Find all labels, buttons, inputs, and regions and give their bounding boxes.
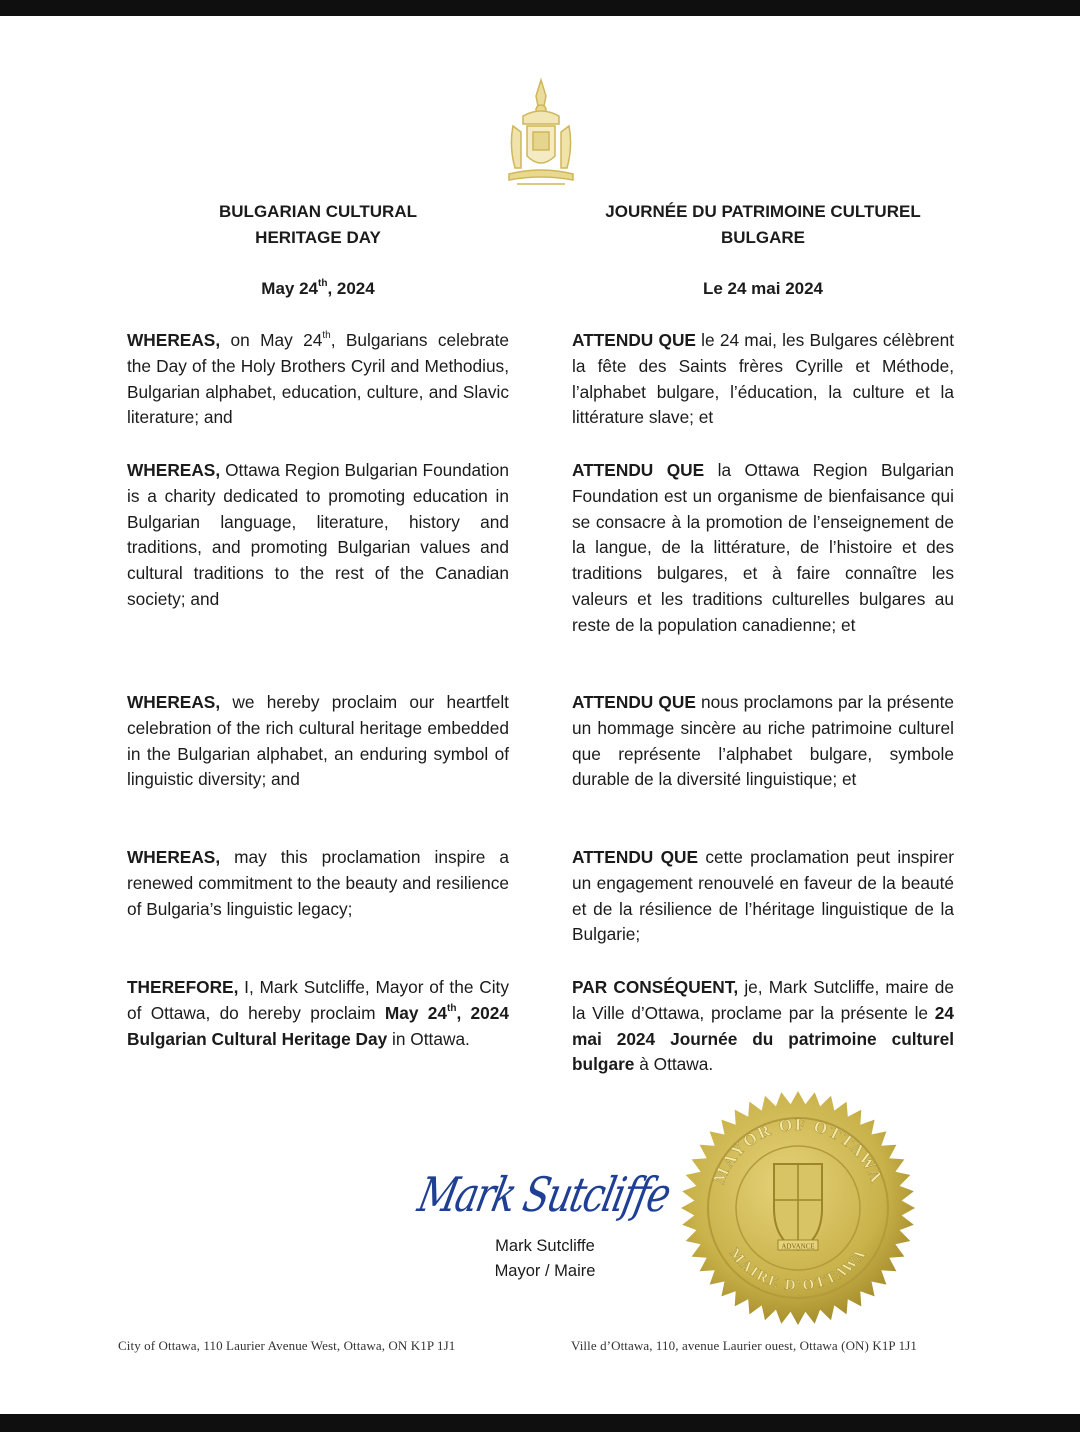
whereas-lead: WHEREAS, <box>127 847 221 867</box>
seal-bottom-text: MAIRE D'OTTAWA <box>725 1245 871 1295</box>
paragraph-text: in Ottawa. <box>387 1028 470 1049</box>
french-therefore <box>572 975 954 1078</box>
paragraph-text: nous proclamons par la présente un hommage sincère au riche patrimoine culturel que représente l’alphabet bulgare, symbole durable de la diversité linguistique; et <box>572 692 954 790</box>
footer-address-french: Ville d’Ottawa, 110, avenue Laurier ouest, Ottawa (ON) K1P 1J1 <box>571 1338 917 1353</box>
paragraph-text: may this proclamation inspire a renewed commitment to the beauty and resilience of Bulgaria’s linguistic legacy; <box>127 847 509 919</box>
bold-proclamation: , 2024 Bulgarian Cultural Heritage Day <box>127 1002 509 1049</box>
seal-motto: ADVANCE <box>781 1242 815 1251</box>
french-title-line2: BULGARE <box>720 228 806 247</box>
paragraph-text: we hereby proclaim our heartfelt celebration of the rich cultural heritage embedded in the Bulgarian alphabet, an enduring symbol of linguistic diversity; and <box>127 692 509 790</box>
english-whereas-3 <box>127 690 509 793</box>
coat-of-arms-icon <box>503 76 579 194</box>
english-whereas-4 <box>127 845 509 922</box>
french-attendu-3 <box>572 690 954 793</box>
paragraph-text: je, Mark Sutcliffe, maire de la Ville d’Ottawa, proclame par la présente le <box>572 977 954 1023</box>
english-date <box>127 277 509 301</box>
french-attendu-4 <box>572 845 954 948</box>
paragraph-text: , Bulgarians celebrate the Day of the Holy Brothers Cyril and Methodius, Bulgarian alphabet, education, culture, and Slavic literature; and <box>127 330 509 428</box>
seal-top-text: MAYOR OF OTTAWA <box>709 1114 887 1187</box>
whereas-lead: WHEREAS, <box>127 692 221 712</box>
french-date: Le 24 mai 2024 <box>702 279 824 298</box>
attendu-lead: ATTENDU QUE <box>572 330 696 350</box>
whereas-lead: WHEREAS, <box>127 460 221 480</box>
top-black-bar <box>0 0 1080 16</box>
french-attendu-1 <box>572 328 954 431</box>
superscript: th <box>447 1003 457 1015</box>
date-superscript: th <box>317 278 328 290</box>
english-therefore <box>127 975 509 1052</box>
english-title <box>127 199 509 251</box>
handwritten-signature <box>413 1166 675 1236</box>
signature-text: Mark Sutcliffe <box>413 1167 675 1223</box>
footer-address-english: City of Ottawa, 110 Laurier Avenue West, Ottawa, ON K1P 1J1 <box>118 1338 456 1353</box>
paragraph-text: I, Mark Sutcliffe, Mayor of the City of Ottawa, do hereby proclaim <box>127 977 509 1023</box>
therefore-lead: PAR CONSÉQUENT, <box>572 977 739 997</box>
bold-date: May 24 <box>384 1002 447 1023</box>
paragraph-text: on May 24 <box>220 330 323 350</box>
paragraph-text: à Ottawa. <box>634 1054 714 1075</box>
date-year: , 2024 <box>327 279 375 298</box>
english-whereas-1 <box>127 328 509 431</box>
superscript: th <box>322 330 331 342</box>
paragraph-text: le 24 mai, les Bulgares célèbrent la fête des Saints frères Cyrille et Méthode, l’alphabet bulgare, l’éducation, la culture et la littérature slave; et <box>572 330 954 428</box>
attendu-lead: ATTENDU QUE <box>572 460 705 480</box>
attendu-lead: ATTENDU QUE <box>572 692 696 712</box>
french-title <box>572 199 954 251</box>
french-title-line1: JOURNÉE DU PATRIMOINE CULTUREL <box>605 202 921 221</box>
paragraph-text: Ottawa Region Bulgarian Foundation is a charity dedicated to promoting education in Bulgarian language, literature, history and traditions, and promoting Bulgarian values and cultural traditions to the rest of the Canadian society; and <box>127 460 509 609</box>
bottom-black-bar <box>0 1414 1080 1432</box>
signer-name: Mark Sutcliffe <box>495 1237 595 1255</box>
paragraph-text: cette proclamation peut inspirer un engagement renouvelé en faveur de la beauté et de la résilience de l’héritage linguistique de la Bulgarie; <box>572 847 955 945</box>
attendu-lead: ATTENDU QUE <box>572 847 699 867</box>
english-whereas-2 <box>127 458 509 613</box>
bold-proclamation: 24 mai 2024 Journée du patrimoine culturel bulgare <box>572 1002 954 1075</box>
french-attendu-2 <box>572 458 954 639</box>
whereas-lead: WHEREAS, <box>127 330 221 350</box>
therefore-lead: THEREFORE, <box>127 977 239 997</box>
mayor-of-ottawa-seal-icon <box>680 1090 916 1326</box>
paragraph-text: la Ottawa Region Bulgarian Foundation est un organisme de bienfaisance qui se consacre à la promotion de l’enseignement de la langue, de la littérature, de l’histoire et des traditions bulgares, et à faire connaître les valeurs et les traditions culturelles bulgares au reste de la population canadienne; et <box>572 460 954 635</box>
signer-title: Mayor / Maire <box>494 1262 596 1280</box>
english-title-line2: HERITAGE DAY <box>255 228 381 247</box>
date-text: May 24 <box>261 279 318 298</box>
proclamation-page <box>0 16 1080 1414</box>
english-title-line1: BULGARIAN CULTURAL <box>219 202 417 221</box>
signer-block <box>440 1234 650 1284</box>
